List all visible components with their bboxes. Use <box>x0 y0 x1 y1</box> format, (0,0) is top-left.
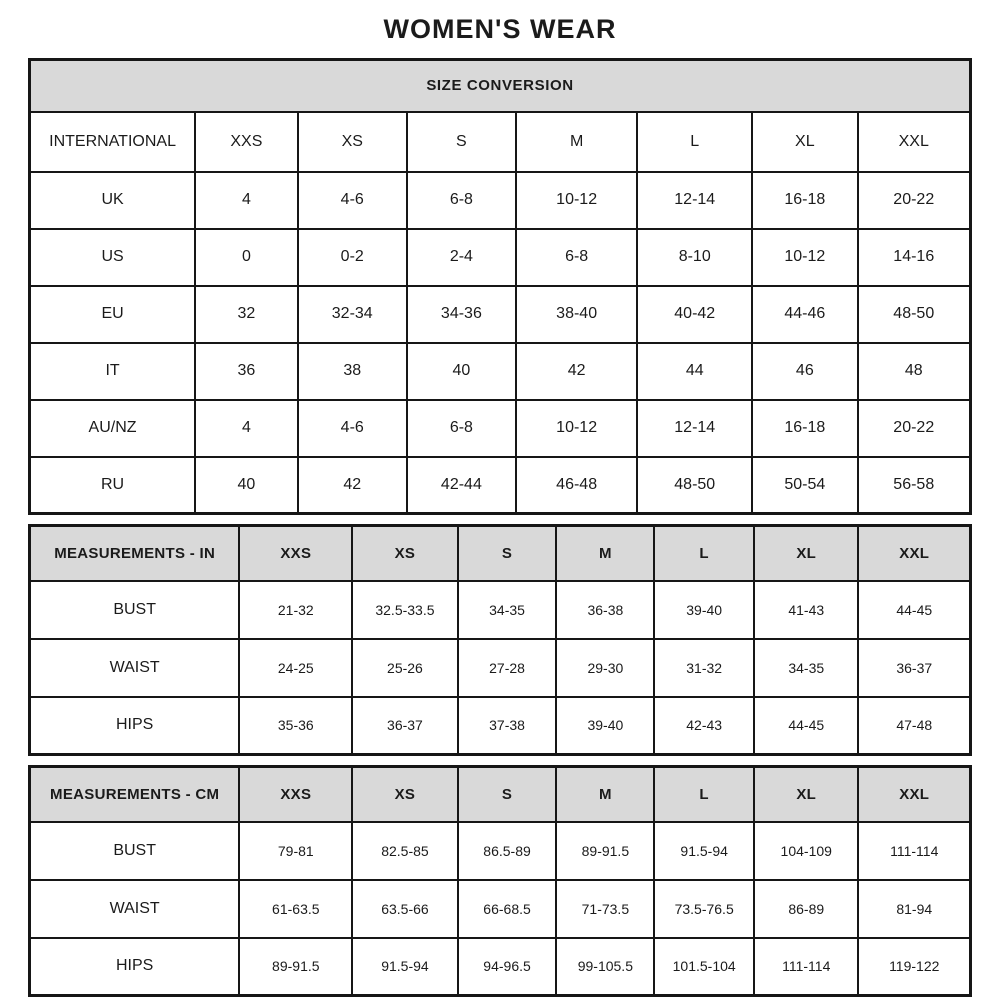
value-cell: 37-38 <box>458 697 557 755</box>
row-label: US <box>30 229 196 286</box>
value-cell: 79-81 <box>239 822 352 880</box>
value-cell: 36-37 <box>352 697 457 755</box>
value-cell: 46 <box>752 343 857 400</box>
measurements-in-body <box>30 581 971 755</box>
size-column-header: XXL <box>858 112 971 172</box>
size-conversion-table <box>28 58 972 515</box>
value-cell: 42 <box>298 457 407 514</box>
value-cell: 73.5-76.5 <box>654 880 754 938</box>
size-column-header: M <box>556 767 654 822</box>
value-cell: 27-28 <box>458 639 557 697</box>
value-cell: 20-22 <box>858 172 971 229</box>
size-column-header: M <box>556 526 654 581</box>
measurements-in-head <box>30 526 971 581</box>
size-conversion-row <box>30 343 971 400</box>
value-cell: 10-12 <box>516 400 637 457</box>
value-cell: 35-36 <box>239 697 352 755</box>
value-cell: 32 <box>195 286 298 343</box>
value-cell: 42-44 <box>407 457 516 514</box>
value-cell: 0 <box>195 229 298 286</box>
measurements-in-table <box>28 524 972 756</box>
size-column-header: XL <box>752 112 857 172</box>
size-conversion-row <box>30 457 971 514</box>
value-cell: 40 <box>195 457 298 514</box>
row-label: UK <box>30 172 196 229</box>
row-label: RU <box>30 457 196 514</box>
measurements-cm-row <box>30 822 971 880</box>
row-label: WAIST <box>30 880 240 938</box>
size-column-header: XXS <box>195 112 298 172</box>
value-cell: 20-22 <box>858 400 971 457</box>
value-cell: 2-4 <box>407 229 516 286</box>
value-cell: 38 <box>298 343 407 400</box>
value-cell: 12-14 <box>637 172 752 229</box>
value-cell: 40-42 <box>637 286 752 343</box>
size-column-header: XL <box>754 526 858 581</box>
value-cell: 41-43 <box>754 581 858 639</box>
measurements-in-row <box>30 639 971 697</box>
size-column-header: INTERNATIONAL <box>30 112 196 172</box>
value-cell: 81-94 <box>858 880 970 938</box>
value-cell: 4 <box>195 400 298 457</box>
value-cell: 46-48 <box>516 457 637 514</box>
value-cell: 6-8 <box>516 229 637 286</box>
size-conversion-title: SIZE CONVERSION <box>30 60 971 112</box>
value-cell: 8-10 <box>637 229 752 286</box>
value-cell: 32.5-33.5 <box>352 581 457 639</box>
value-cell: 44-45 <box>754 697 858 755</box>
row-label: AU/NZ <box>30 400 196 457</box>
size-column-header: XS <box>352 767 457 822</box>
row-label: HIPS <box>30 938 240 996</box>
value-cell: 36 <box>195 343 298 400</box>
value-cell: 4-6 <box>298 172 407 229</box>
measurements-in-row <box>30 581 971 639</box>
value-cell: 0-2 <box>298 229 407 286</box>
value-cell: 38-40 <box>516 286 637 343</box>
page-title: WOMEN'S WEAR <box>383 14 617 44</box>
measurements-in-title: MEASUREMENTS - IN <box>30 526 240 581</box>
size-conversion-head <box>30 60 971 172</box>
value-cell: 48-50 <box>637 457 752 514</box>
value-cell: 16-18 <box>752 400 857 457</box>
size-column-header: XS <box>298 112 407 172</box>
size-column-header: S <box>458 767 557 822</box>
value-cell: 16-18 <box>752 172 857 229</box>
size-column-header: S <box>458 526 557 581</box>
value-cell: 12-14 <box>637 400 752 457</box>
value-cell: 99-105.5 <box>556 938 654 996</box>
size-conversion-header-row <box>30 112 971 172</box>
value-cell: 101.5-104 <box>654 938 754 996</box>
value-cell: 63.5-66 <box>352 880 457 938</box>
value-cell: 29-30 <box>556 639 654 697</box>
measurements-cm-table <box>28 765 972 997</box>
value-cell: 39-40 <box>556 697 654 755</box>
value-cell: 50-54 <box>752 457 857 514</box>
row-label: BUST <box>30 822 240 880</box>
value-cell: 6-8 <box>407 172 516 229</box>
size-conversion-row <box>30 229 971 286</box>
value-cell: 42 <box>516 343 637 400</box>
row-label: HIPS <box>30 697 240 755</box>
size-conversion-row <box>30 172 971 229</box>
measurements-in-row <box>30 697 971 755</box>
measurements-in-header-row <box>30 526 971 581</box>
size-column-header: L <box>654 767 754 822</box>
value-cell: 111-114 <box>858 822 970 880</box>
size-conversion-title-row <box>30 60 971 112</box>
row-label: WAIST <box>30 639 240 697</box>
value-cell: 89-91.5 <box>556 822 654 880</box>
value-cell: 82.5-85 <box>352 822 457 880</box>
value-cell: 39-40 <box>654 581 754 639</box>
size-column-header: XS <box>352 526 457 581</box>
value-cell: 104-109 <box>754 822 858 880</box>
value-cell: 24-25 <box>239 639 352 697</box>
size-conversion-row <box>30 400 971 457</box>
size-column-header: M <box>516 112 637 172</box>
value-cell: 31-32 <box>654 639 754 697</box>
measurements-cm-title: MEASUREMENTS - CM <box>30 767 240 822</box>
value-cell: 86.5-89 <box>458 822 557 880</box>
measurements-cm-head <box>30 767 971 822</box>
size-column-header: XXS <box>239 526 352 581</box>
value-cell: 40 <box>407 343 516 400</box>
value-cell: 66-68.5 <box>458 880 557 938</box>
size-column-header: L <box>654 526 754 581</box>
size-column-header: S <box>407 112 516 172</box>
value-cell: 4-6 <box>298 400 407 457</box>
value-cell: 48 <box>858 343 971 400</box>
size-column-header: L <box>637 112 752 172</box>
value-cell: 44-45 <box>858 581 970 639</box>
measurements-cm-row <box>30 880 971 938</box>
size-column-header: XXL <box>858 526 970 581</box>
measurements-cm-row <box>30 938 971 996</box>
value-cell: 91.5-94 <box>654 822 754 880</box>
value-cell: 91.5-94 <box>352 938 457 996</box>
row-label: BUST <box>30 581 240 639</box>
value-cell: 42-43 <box>654 697 754 755</box>
value-cell: 34-35 <box>754 639 858 697</box>
value-cell: 34-35 <box>458 581 557 639</box>
value-cell: 111-114 <box>754 938 858 996</box>
value-cell: 6-8 <box>407 400 516 457</box>
value-cell: 25-26 <box>352 639 457 697</box>
value-cell: 36-38 <box>556 581 654 639</box>
row-label: EU <box>30 286 196 343</box>
size-column-header: XL <box>754 767 858 822</box>
value-cell: 32-34 <box>298 286 407 343</box>
value-cell: 10-12 <box>516 172 637 229</box>
value-cell: 89-91.5 <box>239 938 352 996</box>
value-cell: 34-36 <box>407 286 516 343</box>
value-cell: 56-58 <box>858 457 971 514</box>
value-cell: 47-48 <box>858 697 970 755</box>
value-cell: 14-16 <box>858 229 971 286</box>
value-cell: 21-32 <box>239 581 352 639</box>
value-cell: 119-122 <box>858 938 970 996</box>
value-cell: 86-89 <box>754 880 858 938</box>
value-cell: 4 <box>195 172 298 229</box>
value-cell: 10-12 <box>752 229 857 286</box>
value-cell: 61-63.5 <box>239 880 352 938</box>
value-cell: 48-50 <box>858 286 971 343</box>
value-cell: 94-96.5 <box>458 938 557 996</box>
size-column-header: XXL <box>858 767 970 822</box>
value-cell: 44-46 <box>752 286 857 343</box>
value-cell: 36-37 <box>858 639 970 697</box>
measurements-cm-body <box>30 822 971 996</box>
size-conversion-row <box>30 286 971 343</box>
measurements-cm-header-row <box>30 767 971 822</box>
size-conversion-body <box>30 172 971 514</box>
row-label: IT <box>30 343 196 400</box>
value-cell: 71-73.5 <box>556 880 654 938</box>
size-column-header: XXS <box>239 767 352 822</box>
value-cell: 44 <box>637 343 752 400</box>
